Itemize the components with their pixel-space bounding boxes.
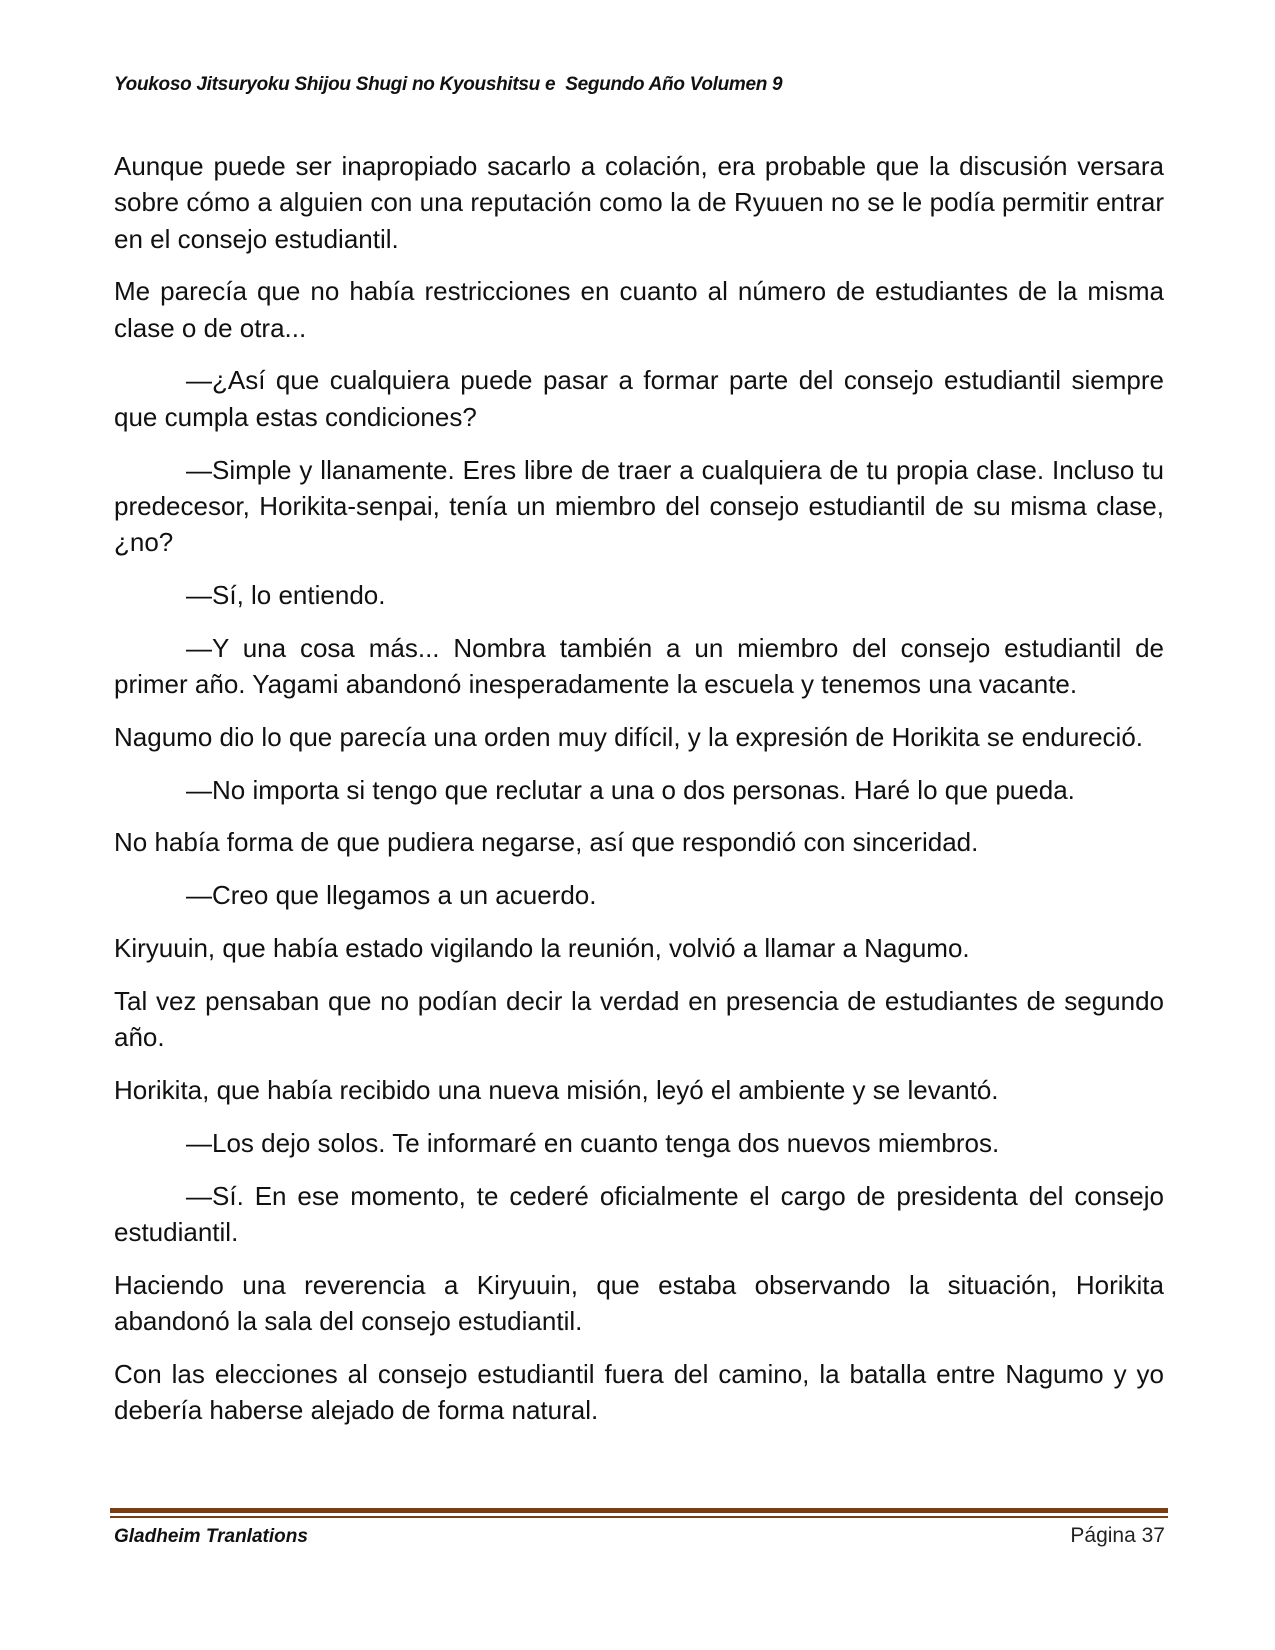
page-number: Página 37 [1070, 1524, 1165, 1547]
dialog-paragraph: —Sí. En ese momento, te cederé oficialmente el cargo de presidenta del consejo estudiantil. [114, 1180, 1164, 1247]
dialog-paragraph: —Sí, lo entiendo. [186, 579, 386, 610]
paragraph: Aunque puede ser inapropiado sacarlo a colación, era probable que la discusión versara sobre cómo a alguien con una reputación como la de Ryuuen no se le podía permitir entrar en el consejo estudiantil. [114, 151, 1164, 254]
footer-translator: Gladheim Tranlations [114, 1526, 308, 1547]
paragraph: Me parecía que no había restricciones en cuanto al número de estudiantes de la misma clase o de otra... [114, 276, 1164, 343]
footer-rule-thick [110, 1508, 1168, 1513]
dialog-paragraph: —Y una cosa más... Nombra también a un miembro del consejo estudiantil de primer año. Yagami abandonó inesperadamente la escuela y tenemos una vacante. [114, 632, 1164, 700]
dialog-paragraph: —Simple y llanamente. Eres libre de traer a cualquiera de tu propia clase. Incluso tu predecesor, Horikita-senpai, tenía un miembro del consejo estudiantil de su misma clase, ¿no? [114, 454, 1164, 558]
paragraph: Con las elecciones al consejo estudiantil fuera del camino, la batalla entre Nagumo y yo debería haberse alejado de forma natural. [114, 1358, 1164, 1426]
paragraph: Kiryuuin, que había estado vigilando la reunión, volvió a llamar a Nagumo. [114, 933, 970, 964]
paragraph: Haciendo una reverencia a Kiryuuin, que estaba observando la situación, Horikita abandonó la sala del consejo estudiantil. [114, 1269, 1164, 1336]
paragraph: No había forma de que pudiera negarse, así que respondió con sinceridad. [114, 827, 979, 858]
dialog-paragraph: —Los dejo solos. Te informaré en cuanto tenga dos nuevos miembros. [186, 1127, 1000, 1158]
page-body [114, 148, 1164, 1445]
paragraph: Horikita, que había recibido una nueva misión, leyó el ambiente y se levantó. [114, 1074, 999, 1105]
dialog-paragraph: —No importa si tengo que reclutar a una o dos personas. Haré lo que pueda. [186, 774, 1075, 805]
running-header: Youkoso Jitsuryoku Shijou Shugi no Kyoushitsu e Segundo Año Volumen 9 [114, 74, 783, 95]
dialog-paragraph: —Creo que llegamos a un acuerdo. [186, 880, 597, 911]
paragraph: Tal vez pensaban que no podían decir la verdad en presencia de estudiantes de segundo año. [114, 985, 1164, 1053]
dialog-paragraph: —¿Así que cualquiera puede pasar a formar parte del consejo estudiantil siempre que cumpla estas condiciones? [114, 365, 1164, 432]
footer-rule-thin [110, 1516, 1168, 1518]
paragraph: Nagumo dio lo que parecía una orden muy difícil, y la expresión de Horikita se endureció. [114, 721, 1144, 752]
